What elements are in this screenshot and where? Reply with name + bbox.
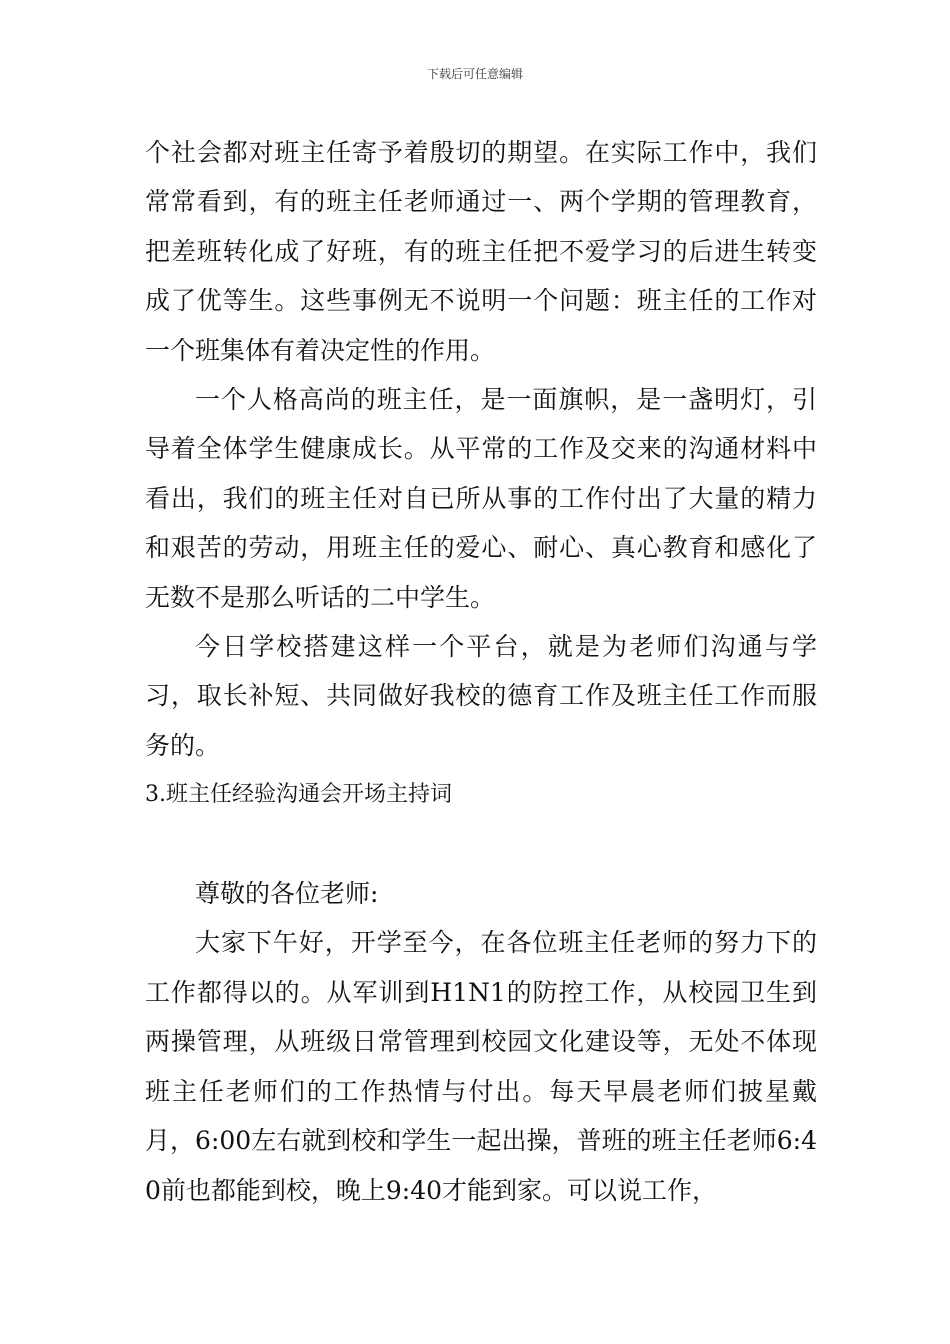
blank-line bbox=[145, 820, 817, 869]
paragraph-platform: 今日学校搭建这样一个平台，就是为老师们沟通与学习，取长补短、共同做好我校的德育工作及班主任工作而服务的。 bbox=[145, 632, 817, 760]
document-body bbox=[145, 128, 817, 1215]
paragraph-continuation: 个社会都对班主任寄予着殷切的期望。在实际工作中，我们常常看到，有的班主任老师通过一、两个学期的管理教育，把差班转化成了好班，有的班主任把不爱学习的后进生转变成了优等生。这些事例无不说明一个问题：班主任的工作对一个班集体有着决定性的作用。 bbox=[145, 138, 817, 365]
page-header: 下载后可任意编辑 bbox=[426, 67, 523, 81]
paragraph-role-model: 一个人格高尚的班主任，是一面旗帜，是一盏明灯，引导着全体学生健康成长。从平常的工作及交来的沟通材料中看出，我们的班主任对自已所从事的工作付出了大量的精力和艰苦的劳动，用班主任的爱心、耐心、真心教育和感化了无数不是那么听话的二中学生。 bbox=[145, 385, 817, 612]
paragraph-opening-speech: 大家下午好，开学至今，在各位班主任老师的努力下的工作都得以的。从军训到H1N1的防控工作，从校园卫生到两操管理，从班级日常管理到校园文化建设等，无处不体现班主任老师们的工作热情与付出。每天早晨老师们披星戴月，6:00左右就到校和学生一起出操，普班的班主任老师6:40前也都能到校，晚上9:40才能到家。可以说工作， bbox=[145, 928, 817, 1205]
section-heading: 3.班主任经验沟通会开场主持词 bbox=[145, 782, 452, 808]
salutation: 尊敬的各位老师: bbox=[195, 879, 379, 909]
